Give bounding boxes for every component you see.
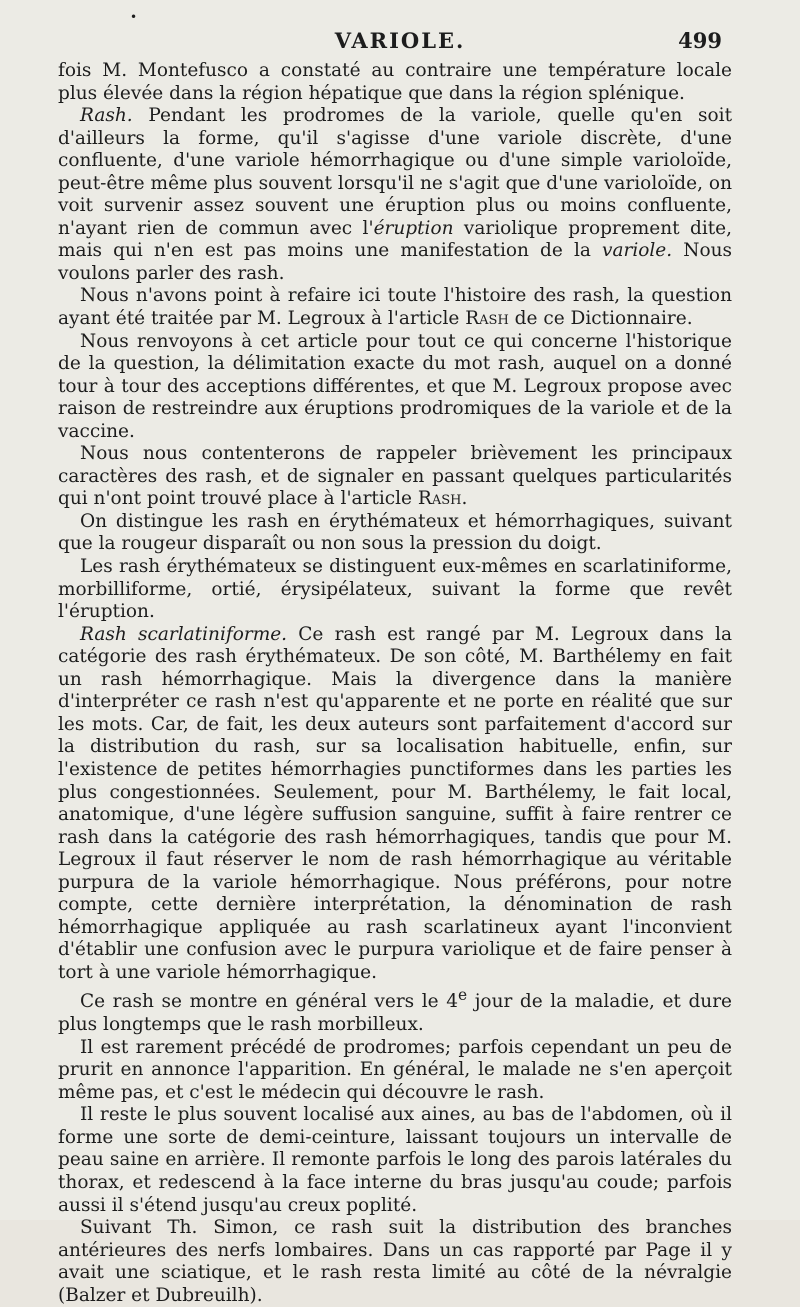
paragraph-text: Nous voulons parler des rash. (58, 240, 732, 284)
paragraph-text: fois M. Montefusco a constaté au contraire une température locale plus élevée dans la région hépatique que dans la région splénique. (58, 60, 732, 104)
page-number: 499 (678, 28, 722, 53)
small-caps-text: Rash (417, 488, 462, 510)
paragraph-3 (58, 285, 732, 330)
paragraph-text: Il reste le plus souvent localisé aux aines, au bas de l'abdomen, où il forme une sorte de demi-ceinture, laissant toujours un intervalle de peau saine en arrière. Il remonte parfois le long des parois latérales du thorax, et redescend à la face interne du bras jusqu'au coude; parfois aussi il s'étend jusqu'au creux poplité. (58, 1104, 732, 1216)
paragraph-lead: Rash scarlatiniforme. (80, 623, 288, 645)
paragraph-1 (58, 60, 732, 105)
running-title: VARIOLE. (334, 28, 466, 53)
paragraph-11 (58, 1104, 732, 1217)
emphasis-text: variole. (602, 240, 673, 262)
paragraph-lead: Rash. (80, 105, 133, 127)
paragraph-12 (58, 1217, 732, 1307)
paragraph-text: Pendant les prodromes de la variole, quelle qu'en soit d'ailleurs la forme, qu'il s'agisse d'une variole discrète, d'une confluente, d'une variole hémorrhagique ou d'une simple varioloïde, peut-être même plus souvent lorsqu'il ne s'agit que d'une varioloïde, on voit survenir assez souvent une éruption plus ou moins confluente, n'ayant rien de commun avec l' (58, 105, 732, 239)
paragraph-2 (58, 105, 732, 285)
paragraph-text: Suivant Th. Simon, ce rash suit la distribution des branches antérieures des nerfs lombaires. Dans un cas rapporté par Page il y avait une sciatique, et le rash resta limité au côté de la névralgie (Balzer et Dubreuilh). (58, 1217, 732, 1306)
page-mark: • (130, 10, 138, 24)
emphasis-text: éruption (373, 217, 454, 239)
paragraph-8 (58, 624, 732, 985)
paragraph-text: Nous renvoyons à cet article pour tout ce qui concerne l'historique de la question, la délimitation exacte du mot rash, auquel on a donné tour à tour des acceptions différentes, et que M. Legroux propose avec raison de restreindre aux éruptions prodromiques de la variole et de la vaccine. (58, 330, 732, 442)
paragraph-6 (58, 511, 732, 556)
paragraph-text: Ce rash est rangé par M. Legroux dans la catégorie des rash érythémateux. De son côté, M. Barthélemy en fait un rash hémorrhagique. Mais la divergence dans la manière d'interpréter ce rash n'est qu'apparente et ne porte en réalité que sur les mots. Car, de fait, les deux auteurs sont parfaitement d'accord sur la distribution du rash, sur sa localisation habituelle, enfin, sur l'existence de petites hémorrhagies punctiformes dans les parties les plus congestionnées. Seulement, pour M. Barthélemy, le fait local, anatomique, d'une légère suffusion sanguine, suffit à faire rentrer ce rash dans la catégorie des rash hémorrhagiques, tandis que pour M. Legroux il faut réserver le nom de rash hémorrhagique au véritable purpura de la variole hémorrhagique. Nous préférons, pour notre compte, cette dernière interprétation, la dénomination de rash hémorrhagique appliquée au rash scarlatineux ayant l'inconvient d'établir une confusion avec le purpura variolique et de faire penser à tort à une variole hémorrhagique. (58, 623, 732, 983)
paragraph-text: Nous n'avons point à refaire ici toute l'histoire des rash, la question ayant été traitée par M. Legroux à l'article (58, 285, 732, 330)
paragraph-text: Nous nous contenterons de rappeler brièvement les principaux caractères des rash, et de signaler en passant quelques particularités qui n'ont point trouvé place à l'article (58, 443, 732, 510)
paragraph-9 (58, 984, 732, 1036)
body-text (58, 60, 732, 1307)
paragraph-text: Ce rash se montre en général vers le 4 (80, 991, 458, 1013)
paragraph-text: variolique proprement dite, mais qui n'en est pas moins une manifestation de la (58, 217, 732, 262)
paragraph-text: de ce Dictionnaire. (508, 308, 693, 330)
paragraph-text: Les rash érythémateux se distinguent eux-mêmes en scarlatiniforme, morbilliforme, ortié, érysipélateux, suivant la forme que revêt l'éruption. (58, 556, 732, 623)
paragraph-text: On distingue les rash en érythémateux et hémorrhagiques, suivant que la rougeur disparaît ou non sous la pression du doigt. (58, 510, 732, 555)
superscript-text: e (457, 986, 468, 1005)
page-header (0, 24, 800, 54)
paragraph-text: Il est rarement précédé de prodromes; parfois cependant un peu de prurit en annonce l'apparition. En général, le malade ne s'en aperçoit même pas, et c'est le médecin qui découvre le rash. (58, 1036, 732, 1103)
paragraph-text: . (461, 488, 468, 510)
paragraph-10 (58, 1037, 732, 1105)
paragraph-5 (58, 443, 732, 511)
small-caps-text: Rash (465, 308, 509, 330)
paragraph-text: jour de la maladie, et dure plus longtemps que le rash morbilleux. (58, 991, 732, 1036)
paragraph-4 (58, 331, 732, 444)
paragraph-7 (58, 556, 732, 624)
